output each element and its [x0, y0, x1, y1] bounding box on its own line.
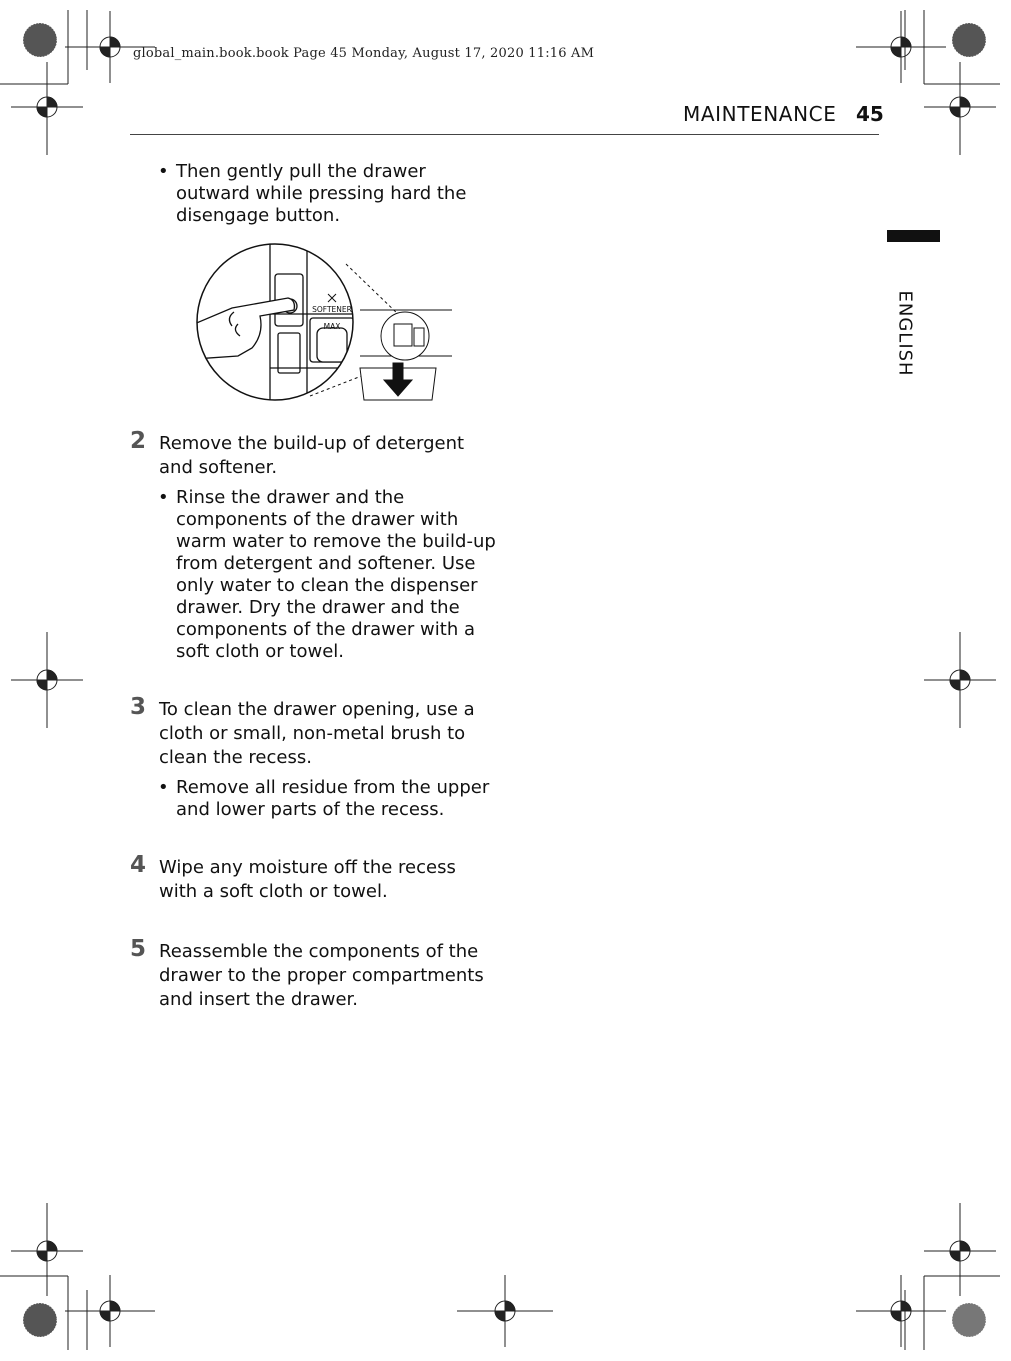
drawer-release-illustration: [160, 238, 460, 408]
max-label: MAX: [323, 322, 341, 331]
language-tab-bar: [887, 230, 940, 242]
step-bullet-text: Rinse the drawer and the components of the drawer with warm water to remove the build-up from detergent and softener. Use only water to clean the dispenser drawer. Dry the drawer and the components of the drawer with a soft cloth or towel.: [176, 487, 496, 662]
step-number: 3: [130, 694, 147, 720]
print-header: global_main.book.book Page 45 Monday, August 17, 2020 11:16 AM: [133, 46, 595, 61]
step-text: Remove the build-up of detergent and softener.: [159, 433, 465, 478]
bullet-dot: •: [158, 161, 169, 182]
step-number: 2: [130, 428, 147, 454]
step-number: 4: [130, 852, 147, 878]
step-text: To clean the drawer opening, use a cloth or small, non-metal brush to clean the recess.: [159, 699, 475, 768]
softener-label: SOFTENER: [312, 305, 352, 314]
section-title: MAINTENANCE: [683, 102, 837, 126]
language-tab-label: ENGLISH: [894, 290, 916, 377]
page-number: 45: [856, 102, 884, 126]
step-text: Reassemble the components of the drawer to the proper compartments and insert the drawer.: [159, 941, 484, 1010]
step-text: Wipe any moisture off the recess with a soft cloth or towel.: [159, 857, 456, 902]
step-number: 5: [130, 936, 147, 962]
bullet-dot: •: [158, 777, 169, 798]
step-bullet-text: Remove all residue from the upper and lower parts of the recess.: [176, 777, 490, 820]
header-rule: [130, 134, 879, 135]
intro-bullet-text: Then gently pull the drawer outward while pressing hard the disengage button.: [176, 161, 467, 226]
bullet-dot: •: [158, 487, 169, 508]
